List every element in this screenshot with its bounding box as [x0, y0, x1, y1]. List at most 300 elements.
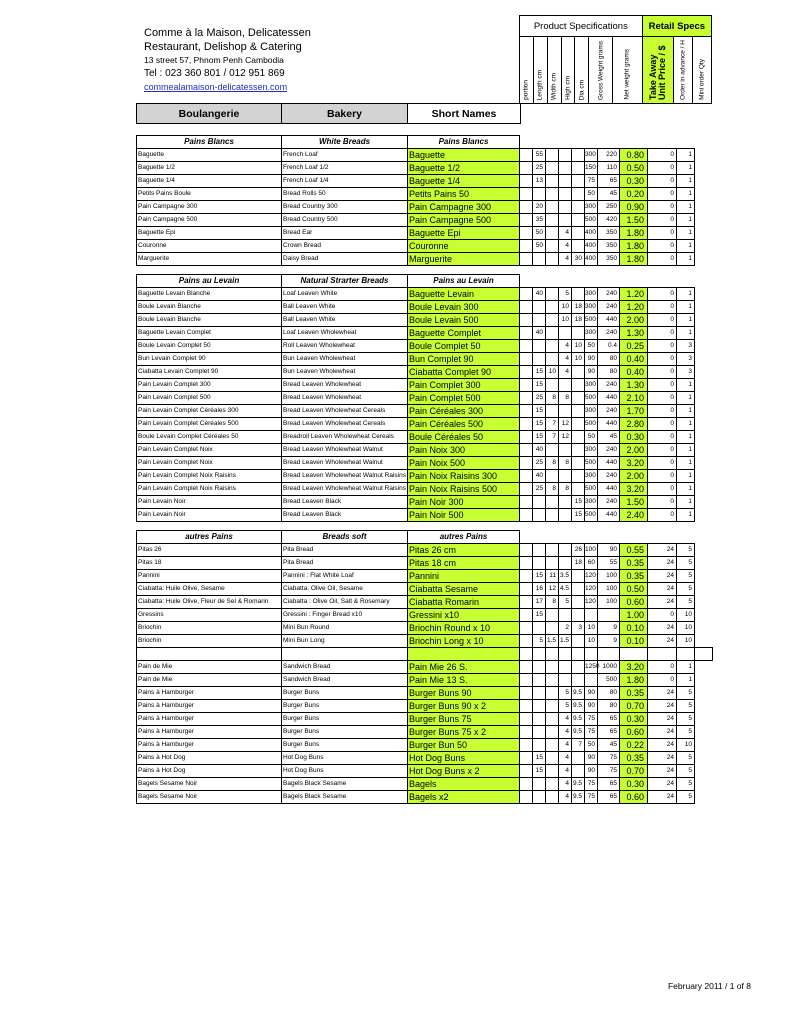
product-adv: 0: [648, 392, 677, 405]
product-short-name: Ciabatta Complet 90: [408, 366, 520, 379]
product-dia: [572, 366, 585, 379]
product-row: [137, 227, 713, 240]
product-adv: 0: [648, 227, 677, 240]
product-width: [546, 162, 559, 175]
product-row: [137, 162, 713, 175]
product-short-name: Hot Dog Buns x 2: [408, 765, 520, 778]
product-short-name: Bagels x2: [408, 791, 520, 804]
product-length: [533, 791, 546, 804]
product-row: [137, 392, 713, 405]
product-gross: 90: [585, 765, 598, 778]
blank-cell: [533, 648, 546, 661]
company-header: [136, 15, 519, 103]
product-adv: 24: [648, 713, 677, 726]
product-min: 1: [677, 162, 695, 175]
product-length: 25: [533, 457, 546, 470]
product-price: 0.30: [620, 713, 648, 726]
product-width: [546, 353, 559, 366]
product-length: [533, 314, 546, 327]
product-net: 220: [598, 149, 620, 162]
product-net: 240: [598, 496, 620, 509]
product-adv: 24: [648, 596, 677, 609]
product-width: [546, 340, 559, 353]
product-price: 0.60: [620, 596, 648, 609]
product-name-english: Bread Leaven Wholewheat: [282, 379, 408, 392]
product-gross: 90: [585, 353, 598, 366]
product-name-english: Hot Dog Buns: [282, 765, 408, 778]
spec-header-table: [519, 15, 712, 104]
product-price: 2.00: [620, 444, 648, 457]
product-min: 3: [677, 366, 695, 379]
product-adv: 0: [648, 253, 677, 266]
product-price: 1.80: [620, 227, 648, 240]
product-length: 15: [533, 379, 546, 392]
product-width: [546, 175, 559, 188]
product-min: 1: [677, 661, 695, 674]
product-short-name: Briochin Round x 10: [408, 622, 520, 635]
product-high: [559, 444, 572, 457]
product-portion: [520, 557, 533, 570]
product-min: 1: [677, 188, 695, 201]
product-width: [546, 739, 559, 752]
product-adv: 0: [648, 162, 677, 175]
product-portion: [520, 544, 533, 557]
product-name-french: Pain Levain Noir: [137, 509, 282, 522]
product-width: [546, 544, 559, 557]
product-short-name: Burger Bun 50: [408, 739, 520, 752]
product-adv: 0: [648, 366, 677, 379]
product-high: 4: [559, 726, 572, 739]
product-min: 10: [677, 739, 695, 752]
product-short-name: Bun Complet 90: [408, 353, 520, 366]
product-min: 1: [677, 149, 695, 162]
product-width: [546, 288, 559, 301]
product-name-french: Pain Levain Complet Céréales 500: [137, 418, 282, 431]
product-short-name: Pain Mie 13 S.: [408, 674, 520, 687]
product-gross: 75: [585, 778, 598, 791]
product-name-french: Bagels Sesame Noir: [137, 778, 282, 791]
product-gross: 300: [585, 301, 598, 314]
product-min: 5: [677, 583, 695, 596]
product-net: 65: [598, 791, 620, 804]
product-short-name: Baguette Complet: [408, 327, 520, 340]
product-name-french: Baguette 1/2: [137, 162, 282, 175]
product-length: [533, 509, 546, 522]
product-name-french: Pain de Mie: [137, 674, 282, 687]
product-net: 75: [598, 765, 620, 778]
product-row: [137, 431, 713, 444]
product-net: 45: [598, 739, 620, 752]
product-high: [559, 162, 572, 175]
product-gross: 400: [585, 227, 598, 240]
company-website-link[interactable]: commealamaison-delicatessen.com: [144, 82, 288, 92]
product-min: 1: [677, 674, 695, 687]
product-name-french: Pain Levain Complet Noix Raisins: [137, 470, 282, 483]
product-high: [559, 674, 572, 687]
product-adv: 0: [648, 457, 677, 470]
product-length: 15: [533, 405, 546, 418]
product-portion: [520, 470, 533, 483]
product-price: 1.30: [620, 327, 648, 340]
product-min: 1: [677, 175, 695, 188]
product-row: [137, 483, 713, 496]
product-gross: 400: [585, 253, 598, 266]
product-portion: [520, 340, 533, 353]
product-dia: [572, 162, 585, 175]
product-high: 5: [559, 596, 572, 609]
product-dia: [572, 483, 585, 496]
product-length: 55: [533, 149, 546, 162]
product-row: [137, 622, 713, 635]
product-name-french: Ciabatta: Huile Olive, Fleur de Sel & Romarin: [137, 596, 282, 609]
company-name: Comme à la Maison, Delicatessen: [144, 27, 311, 39]
product-price: 0.35: [620, 570, 648, 583]
product-min: 5: [677, 726, 695, 739]
section-spacer: [137, 522, 713, 531]
blank-cell: [572, 648, 585, 661]
product-gross: 75: [585, 791, 598, 804]
product-short-name: Burger Buns 90: [408, 687, 520, 700]
product-width: 8: [546, 392, 559, 405]
product-name-english: Sandwich Bread: [282, 661, 408, 674]
product-row: [137, 353, 713, 366]
product-name-english: Bread Leaven Wholewheat Walnut Raisins: [282, 483, 408, 496]
product-portion: [520, 752, 533, 765]
product-price: 0.60: [620, 791, 648, 804]
product-name-english: Gressini : Finger Bread x10: [282, 609, 408, 622]
product-high: 4: [559, 778, 572, 791]
product-price: 1.70: [620, 405, 648, 418]
product-short-name: Baguette 1/4: [408, 175, 520, 188]
product-price: 0.30: [620, 431, 648, 444]
product-name-english: Bread Ear: [282, 227, 408, 240]
product-portion: [520, 353, 533, 366]
product-gross: 300: [585, 201, 598, 214]
product-high: [559, 149, 572, 162]
product-adv: 0: [648, 674, 677, 687]
product-short-name: Burger Buns 75: [408, 713, 520, 726]
product-width: [546, 314, 559, 327]
product-high: 4: [559, 240, 572, 253]
product-length: 35: [533, 214, 546, 227]
product-min: 10: [677, 622, 695, 635]
product-portion: [520, 253, 533, 266]
product-width: 8: [546, 483, 559, 496]
product-short-name: Boule Levain 500: [408, 314, 520, 327]
product-net: 9: [598, 635, 620, 648]
product-min: 1: [677, 509, 695, 522]
product-high: 4: [559, 713, 572, 726]
product-dia: 18: [572, 301, 585, 314]
product-length: [533, 301, 546, 314]
product-row: [137, 253, 713, 266]
product-high: 4: [559, 752, 572, 765]
product-row: [137, 314, 713, 327]
product-row: [137, 687, 713, 700]
product-short-name: Pain Noix 500: [408, 457, 520, 470]
product-dia: 9.5: [572, 778, 585, 791]
product-name-english: French Loaf 1/2: [282, 162, 408, 175]
product-price: 1.50: [620, 496, 648, 509]
product-name-french: Pannini: [137, 570, 282, 583]
product-gross: 300: [585, 327, 598, 340]
product-row: [137, 739, 713, 752]
product-min: 5: [677, 791, 695, 804]
product-width: [546, 509, 559, 522]
product-net: 90: [598, 544, 620, 557]
product-min: 10: [677, 609, 695, 622]
blank-cell: [137, 648, 282, 661]
product-width: 7: [546, 431, 559, 444]
product-short-name: Pain Céréales 300: [408, 405, 520, 418]
product-adv: 0: [648, 175, 677, 188]
product-short-name: Boule Céréales 50: [408, 431, 520, 444]
product-gross: 400: [585, 240, 598, 253]
blank-cell: [282, 648, 408, 661]
product-length: 16: [533, 583, 546, 596]
col-portion: portion: [520, 37, 534, 104]
product-name-english: Bread Leaven Black: [282, 509, 408, 522]
product-name-french: Pains à Hamburger: [137, 726, 282, 739]
product-width: [546, 778, 559, 791]
product-short-name: Baguette Epi: [408, 227, 520, 240]
product-net: 75: [598, 752, 620, 765]
product-price: 0.30: [620, 175, 648, 188]
product-name-french: Briochin: [137, 635, 282, 648]
product-row: [137, 661, 713, 674]
product-name-french: Pains à Hamburger: [137, 739, 282, 752]
product-gross: 90: [585, 687, 598, 700]
product-min: 1: [677, 288, 695, 301]
product-gross: 500: [585, 418, 598, 431]
product-net: 80: [598, 366, 620, 379]
product-name-english: Hot Dog Buns: [282, 752, 408, 765]
product-high: [559, 214, 572, 227]
product-length: [533, 739, 546, 752]
product-row: [137, 791, 713, 804]
product-short-name: Baguette Levain: [408, 288, 520, 301]
product-portion: [520, 509, 533, 522]
product-length: [533, 340, 546, 353]
product-name-french: Bagels Sesame Noir: [137, 791, 282, 804]
product-price: 0.80: [620, 149, 648, 162]
product-portion: [520, 405, 533, 418]
product-net: [598, 609, 620, 622]
product-high: 8: [559, 392, 572, 405]
product-high: [559, 557, 572, 570]
product-min: 5: [677, 713, 695, 726]
product-adv: 0: [648, 353, 677, 366]
product-high: 4: [559, 340, 572, 353]
product-portion: [520, 739, 533, 752]
product-min: 3: [677, 340, 695, 353]
blank-cell: [695, 648, 713, 661]
product-dia: 10: [572, 353, 585, 366]
product-price: 1.50: [620, 214, 648, 227]
product-dia: [572, 457, 585, 470]
product-name-french: Pain Levain Complet Noix: [137, 444, 282, 457]
section-header: [137, 136, 713, 149]
product-adv: 0: [648, 379, 677, 392]
product-adv: 24: [648, 544, 677, 557]
product-price: 0.20: [620, 188, 648, 201]
product-dia: [572, 470, 585, 483]
product-portion: [520, 327, 533, 340]
product-width: [546, 405, 559, 418]
product-row: [137, 379, 713, 392]
product-gross: 75: [585, 713, 598, 726]
product-gross: 300: [585, 470, 598, 483]
product-length: [533, 778, 546, 791]
product-min: 5: [677, 700, 695, 713]
product-price: 1.30: [620, 379, 648, 392]
section-title-short: Pains au Levain: [408, 275, 520, 288]
product-adv: 24: [648, 765, 677, 778]
product-adv: 0: [648, 661, 677, 674]
product-high: [559, 661, 572, 674]
product-length: [533, 253, 546, 266]
section-header: [137, 275, 713, 288]
product-net: 1000: [598, 661, 620, 674]
product-price: 1.20: [620, 288, 648, 301]
product-net: 240: [598, 470, 620, 483]
product-length: 15: [533, 609, 546, 622]
title-short-names: Short Names: [408, 104, 521, 124]
product-gross: 90: [585, 366, 598, 379]
product-net: 65: [598, 713, 620, 726]
product-high: [559, 188, 572, 201]
product-dia: 18: [572, 314, 585, 327]
product-net: 250: [598, 201, 620, 214]
col-order-advance: Order in advance / H: [673, 37, 692, 104]
product-length: [533, 557, 546, 570]
product-high: [559, 470, 572, 483]
product-adv: 0: [648, 509, 677, 522]
product-adv: 24: [648, 752, 677, 765]
product-adv: 0: [648, 201, 677, 214]
product-portion: [520, 431, 533, 444]
col-mini-order: Mini order Qty: [692, 37, 711, 104]
product-adv: 24: [648, 557, 677, 570]
product-min: 1: [677, 301, 695, 314]
product-adv: 24: [648, 778, 677, 791]
product-width: [546, 227, 559, 240]
product-price: 1.80: [620, 240, 648, 253]
product-adv: 0: [648, 301, 677, 314]
product-name-french: Boule Levain Complet Céréales 50: [137, 431, 282, 444]
product-dia: 9.5: [572, 700, 585, 713]
product-adv: 0: [648, 483, 677, 496]
product-width: [546, 301, 559, 314]
product-name-french: Boule Levain Blanche: [137, 314, 282, 327]
product-high: 5: [559, 687, 572, 700]
product-price: 1.80: [620, 253, 648, 266]
retail-specs-label: Retail Specs: [642, 16, 711, 37]
product-price: 1.20: [620, 301, 648, 314]
product-width: [546, 661, 559, 674]
product-width: [546, 444, 559, 457]
product-portion: [520, 674, 533, 687]
product-adv: 0: [648, 149, 677, 162]
product-price: 0.10: [620, 635, 648, 648]
product-short-name: Couronne: [408, 240, 520, 253]
product-short-name: Pannini: [408, 570, 520, 583]
product-net: 100: [598, 570, 620, 583]
product-name-french: Baguette 1/4: [137, 175, 282, 188]
product-net: 100: [598, 596, 620, 609]
product-dia: [572, 752, 585, 765]
product-adv: 0: [648, 418, 677, 431]
product-price: 0.40: [620, 366, 648, 379]
product-portion: [520, 713, 533, 726]
product-min: 5: [677, 752, 695, 765]
product-short-name: Petits Pains 50: [408, 188, 520, 201]
col-take-away-price: Take Away Unit Price / $: [642, 37, 673, 104]
blank-cell: [648, 648, 677, 661]
product-name-french: Pains à Hamburger: [137, 687, 282, 700]
product-high: [559, 509, 572, 522]
product-price: 0.90: [620, 201, 648, 214]
product-width: [546, 379, 559, 392]
product-gross: 500: [585, 483, 598, 496]
product-price: 2.40: [620, 509, 648, 522]
section-title-short: Pains Blancs: [408, 136, 520, 149]
product-portion: [520, 188, 533, 201]
product-name-english: Ciabatta : Olive Oil, Salt & Rosemary: [282, 596, 408, 609]
product-short-name: Bagels: [408, 778, 520, 791]
product-dia: 9.5: [572, 726, 585, 739]
product-row: [137, 674, 713, 687]
product-adv: 24: [648, 635, 677, 648]
title-row: [136, 103, 521, 124]
product-net: 420: [598, 214, 620, 227]
product-adv: 0: [648, 496, 677, 509]
product-short-name: Burger Buns 75 x 2: [408, 726, 520, 739]
product-width: [546, 149, 559, 162]
product-net: 440: [598, 457, 620, 470]
product-net: 440: [598, 418, 620, 431]
product-portion: [520, 661, 533, 674]
product-name-french: Ciabatta Levain Complet 90: [137, 366, 282, 379]
product-length: [533, 544, 546, 557]
product-name-english: Bun Leaven Wholewheat: [282, 353, 408, 366]
product-dia: 26: [572, 544, 585, 557]
product-row: [137, 405, 713, 418]
product-high: 4: [559, 791, 572, 804]
product-row: [137, 557, 713, 570]
product-adv: 0: [648, 214, 677, 227]
product-net: 500: [598, 674, 620, 687]
product-net: 110: [598, 162, 620, 175]
product-gross: 300: [585, 149, 598, 162]
product-row: [137, 570, 713, 583]
product-name-english: Bread Leaven Wholewheat Walnut: [282, 457, 408, 470]
product-net: 440: [598, 509, 620, 522]
product-dia: 7: [572, 739, 585, 752]
col-gross-weight: Gross Weight grams: [589, 37, 612, 104]
product-dia: [572, 227, 585, 240]
product-net: 80: [598, 353, 620, 366]
product-min: 5: [677, 765, 695, 778]
product-name-french: Pain Levain Complet Céréales 300: [137, 405, 282, 418]
product-price: 2.80: [620, 418, 648, 431]
product-min: 1: [677, 201, 695, 214]
product-length: [533, 700, 546, 713]
product-portion: [520, 162, 533, 175]
product-name-english: Bread Leaven Wholewheat Walnut Raisins: [282, 470, 408, 483]
product-gross: 100: [585, 544, 598, 557]
product-high: [559, 379, 572, 392]
